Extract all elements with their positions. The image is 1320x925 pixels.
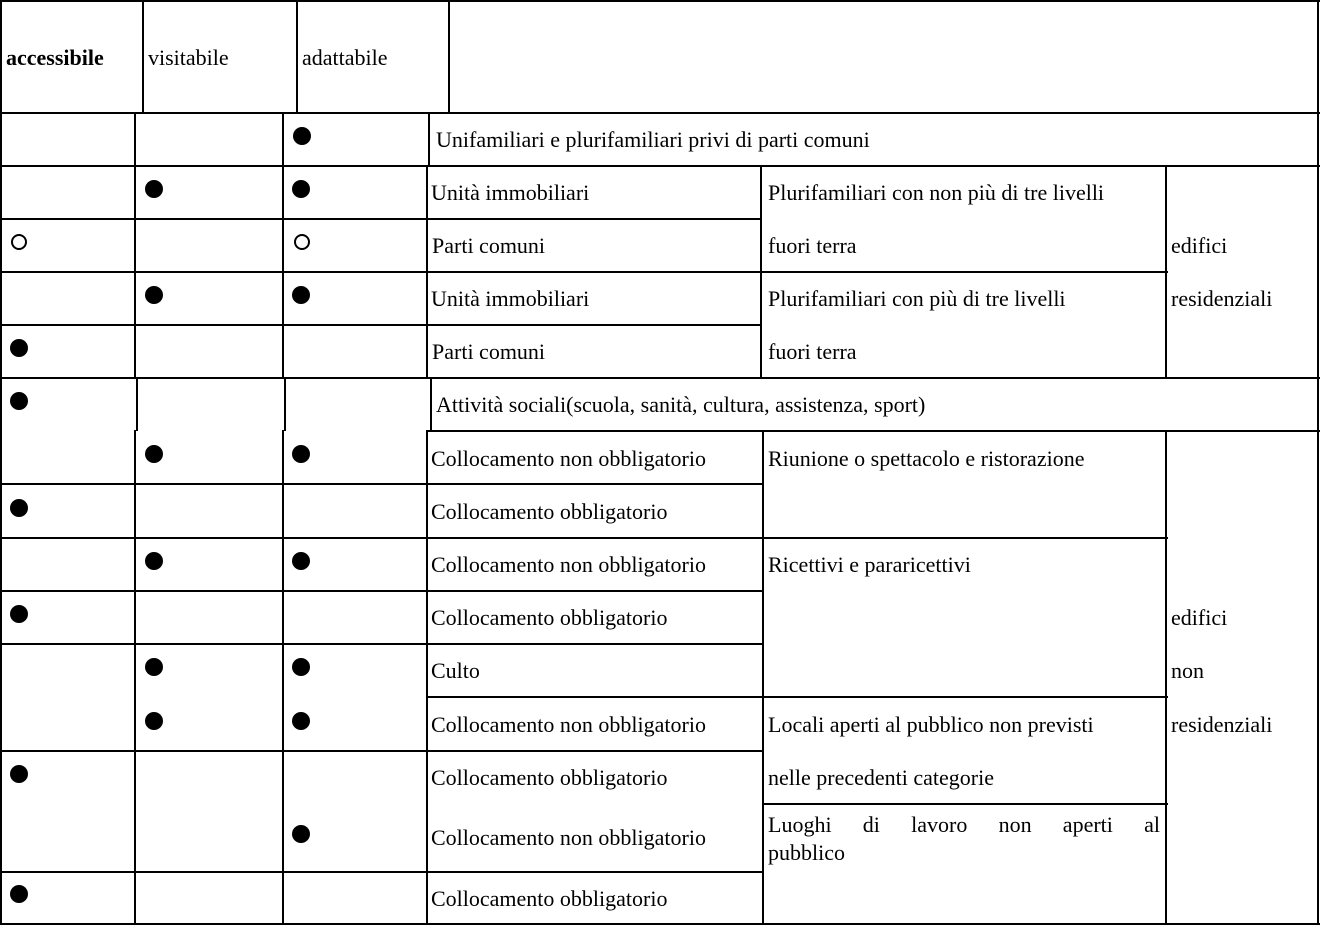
row-culto: Culto — [431, 658, 480, 683]
row-coll-non-obbl-1: Collocamento non obbligatorio — [431, 446, 706, 471]
cat-riunione: Riunione o spettacolo e ristorazione — [768, 446, 1085, 471]
filled-circle-icon — [293, 127, 311, 145]
filled-circle-icon — [292, 712, 310, 730]
row-unita-immobiliari-2: Unità immobiliari — [431, 286, 590, 311]
filled-circle-icon — [145, 286, 163, 304]
filled-circle-icon — [292, 825, 310, 843]
row-parti-comuni-1: Parti comuni — [432, 233, 546, 258]
filled-circle-icon — [292, 180, 310, 198]
cat-fuori-terra-2: fuori terra — [768, 339, 857, 364]
row-parti-comuni-2: Parti comuni — [432, 339, 546, 364]
filled-circle-icon — [292, 286, 310, 304]
filled-circle-icon — [10, 499, 28, 517]
cat-ricettivi: Ricettivi e pararicettivi — [768, 552, 971, 577]
filled-circle-icon — [292, 658, 310, 676]
group-non: non — [1171, 658, 1204, 683]
cat-locali-l1: Locali aperti al pubblico non previsti — [768, 712, 1094, 737]
header-accessibile: accessibile — [6, 45, 104, 70]
filled-circle-icon — [145, 712, 163, 730]
row-coll-obbl-4: Collocamento obbligatorio — [431, 886, 668, 911]
filled-circle-icon — [145, 658, 163, 676]
cat-plurifam-non-piu-l1: Plurifamiliari con non più di tre livelli — [768, 180, 1105, 205]
row-attivita-sociali: Attività sociali(scuola, sanità, cultura, assistenza, sport) — [436, 392, 926, 417]
filled-circle-icon — [292, 445, 310, 463]
row-coll-non-obbl-3: Collocamento non obbligatorio — [431, 712, 706, 737]
filled-circle-icon — [10, 765, 28, 783]
cat-plurifam-piu-l1: Plurifamiliari con più di tre livelli — [768, 286, 1066, 311]
group-edifici-nonres: edifici — [1171, 605, 1228, 630]
row-coll-non-obbl-2: Collocamento non obbligatorio — [431, 552, 706, 577]
empty-circle-icon — [11, 234, 27, 250]
empty-circle-icon — [294, 234, 310, 250]
header-adattabile: adattabile — [302, 45, 388, 70]
row-coll-obbl-3: Collocamento obbligatorio — [431, 765, 668, 790]
group-edifici-res: edifici — [1171, 233, 1228, 258]
cat-fuori-terra-1: fuori terra — [768, 233, 857, 258]
row-coll-non-obbl-4: Collocamento non obbligatorio — [431, 825, 706, 850]
header-visitabile: visitabile — [148, 45, 229, 70]
row-coll-obbl-1: Collocamento obbligatorio — [431, 499, 668, 524]
cat-luoghi-l2: pubblico — [768, 840, 845, 865]
group-residenziali-2: residenziali — [1171, 712, 1273, 737]
filled-circle-icon — [145, 445, 163, 463]
cat-luoghi-l1: Luoghi di lavoro non aperti al — [768, 812, 1160, 837]
filled-circle-icon — [145, 180, 163, 198]
filled-circle-icon — [10, 605, 28, 623]
filled-circle-icon — [292, 552, 310, 570]
filled-circle-icon — [145, 552, 163, 570]
filled-circle-icon — [10, 339, 28, 357]
filled-circle-icon — [10, 392, 28, 410]
row-unita-immobiliari-1: Unità immobiliari — [431, 180, 590, 205]
cat-locali-l2: nelle precedenti categorie — [768, 765, 994, 790]
row-coll-obbl-2: Collocamento obbligatorio — [431, 605, 668, 630]
row-unifamiliari: Unifamiliari e plurifamiliari privi di parti comuni — [436, 127, 870, 152]
group-residenziali: residenziali — [1171, 286, 1273, 311]
filled-circle-icon — [10, 885, 28, 903]
